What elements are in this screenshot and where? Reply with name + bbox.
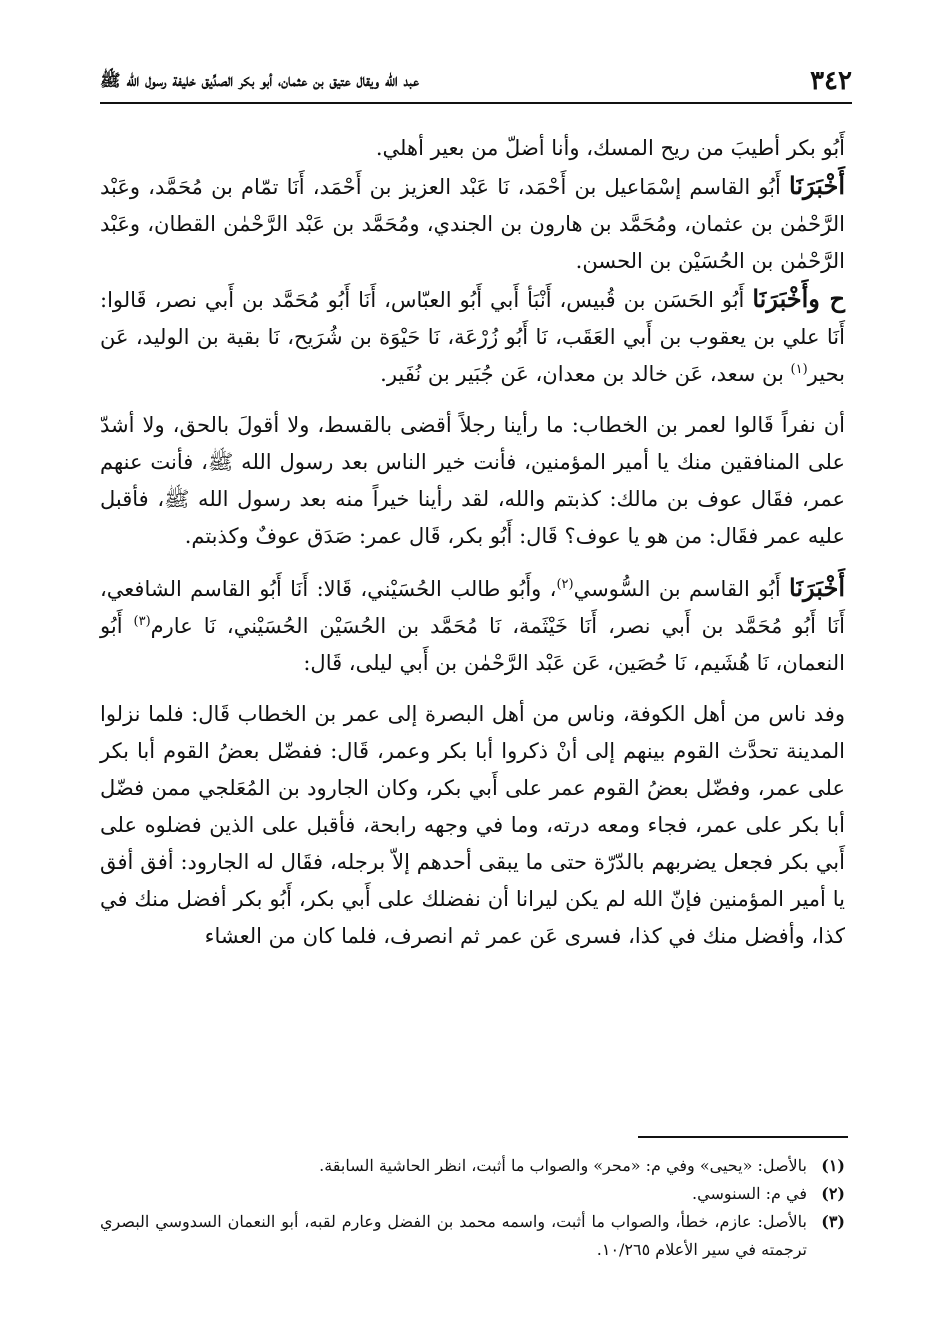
paragraph: [100, 569, 845, 682]
paragraph-text: أَبُو القاسم إسْمَاعيل بن أَحْمَد، نَا عَبْد العزيز بن أَحْمَد، أَنَا تمّام بن مُحَمَّد، وعَبْد الرَّحْمٰن بن عثمان، ومُحَمَّد بن هارون بن الجندي، ومُحَمَّد بن عَبْد الرَّحْمٰن القطان، وعَبْد الرَّحْمٰن بن الحُسَيْن بن الحسن.: [100, 175, 845, 273]
footnote-item: [100, 1152, 845, 1180]
footnote-text: بالأصل: «يحيى» وفي م: «محر» والصواب ما أثبت، انظر الحاشية السابقة.: [319, 1156, 807, 1175]
footnote-number: (٢): [821, 1184, 845, 1203]
paragraph-lead-word: أَخْبَرَنَا: [789, 171, 845, 200]
footnotes: [100, 1152, 845, 1264]
footnote-text: في م: السنوسي.: [692, 1184, 807, 1203]
paragraph-text: وفد ناس من أهل الكوفة، وناس من أهل البصرة إلى عمر بن الخطاب قَال: فلما نزلوا المدينة تحدَّث القوم بينهم إلى أنْ ذكروا أبا بكر وعمر، قَال: ففضّل بعضُ القوم أبا بكر على عمر، وفضّل بعضُ القوم عمر على أَبي بكر، وكان الجارود بن المُعَلجي ممن فضّل أبا بكر على عمر، فجاء ومعه درته، وما في وجهه رابحة، فأقبل على الذين فضلوه على أَبي بكر فجعل يضربهم بالدّرّة حتى ما يبقى أحدهم إلاّ برجله، فقَال له الجارود: أفق أفق يا أمير المؤمنين فإنّ الله لم يكن ليرانا أن نفضلك على أَبي بكر، أَبُو بكر أفضل منك في كذا، وأفضل منك في كذا، فسرى عَن عمر ثم انصرف، فلما كان من العشاء: [100, 702, 845, 948]
header-rule: [100, 102, 852, 104]
paragraph: [100, 696, 845, 955]
paragraph: [100, 280, 845, 393]
main-text: [100, 130, 845, 955]
paragraph-text: بن سعد، عَن خالد بن معدان، عَن جُبَير بن نُفَير.: [380, 362, 784, 386]
paragraph-text: أَبُو القاسم بن السُّوسي: [573, 577, 781, 601]
footnote-divider: [638, 1136, 848, 1138]
paragraph: [100, 407, 845, 555]
paragraph-lead-word: أَخْبَرَنَا: [789, 573, 845, 602]
paragraph-text: أن نفراً قَالوا لعمر بن الخطاب: ما رأينا رجلاً أقضى بالقسط، ولا أقولَ بالحق، ولا أشدّ على المنافقين منك يا أمير المؤمنين، فأنت خير الناس بعد رسول الله ﷺ، فأنت عنهم عمر، فقَال عوف بن مالك: كذبتم والله، لقد رأينا خيراً منه بعد رسول الله ﷺ، فأقبل عليه عمر فقَال: من هو يا عوف؟ قَال: أَبُو بكر، قَال عمر: صَدَق عوفٌ وكذبتم.: [100, 413, 845, 548]
paragraph-text: أَبُو الحَسَن بن قُبيس، أَنْبَأ أَبي أَبُو العبّاس، أَنَا أَبُو مُحَمَّد بن أَبي نصر، قَالوا: أَنَا علي بن يعقوب بن أَبي العَقَب، نَا أَبُو زُرْعَة، نَا حَيْوَة بن شُرَيح، نَا بقية بن الوليد، عَن بحير: [100, 288, 845, 386]
footnote-number: (١): [821, 1156, 845, 1175]
paragraph-text: أَبُو بكر أطيبَ من ريح المسك، وأنا أضلّ من بعير أهلي.: [375, 136, 845, 160]
paragraph-lead-word: ح وأَخْبَرَنَا: [752, 284, 845, 313]
page-number: ٣٤٢: [810, 66, 852, 96]
footnote-text: بالأصل: عازم، خطأ، والصواب ما أثبت، واسمه محمد بن الفضل وعارم لقبه، أبو النعمان السدوسي البصري ترجمته في سير الأعلام ١٠/٢٦٥.: [100, 1212, 808, 1259]
paragraph-text: أَبُو النعمان، نَا هُشَيم، نَا حُصَين، عَن عَبْد الرَّحْمٰن بن أَبي ليلى، قَال:: [100, 614, 845, 675]
footnote-marker: (٣): [133, 614, 151, 629]
running-title: عبد الله ويقال عتيق بن عثمان، أبو بكر الصدِّيق خليفة رسول الله ﷺ: [100, 71, 419, 91]
footnote-item: [100, 1208, 845, 1264]
paragraph: [100, 130, 845, 167]
footnote-number: (٣): [821, 1212, 845, 1231]
footnote-item: [100, 1180, 845, 1208]
paragraph: [100, 167, 845, 280]
footnote-marker: (١): [790, 362, 808, 377]
page-header: [100, 58, 852, 102]
paragraph-text: ، وأَبُو طالب الحُسَيْني، قَالا: أَنَا أَبُو القاسم الشافعي، أَنَا أَبُو مُحَمَّد بن أَبي نصر، أَنَا خَيْثَمة، نَا مُحَمَّد بن الحُسَيْن الحُسَيْني، نَا عارم: [100, 577, 845, 638]
footnote-marker: (٢): [556, 577, 574, 592]
